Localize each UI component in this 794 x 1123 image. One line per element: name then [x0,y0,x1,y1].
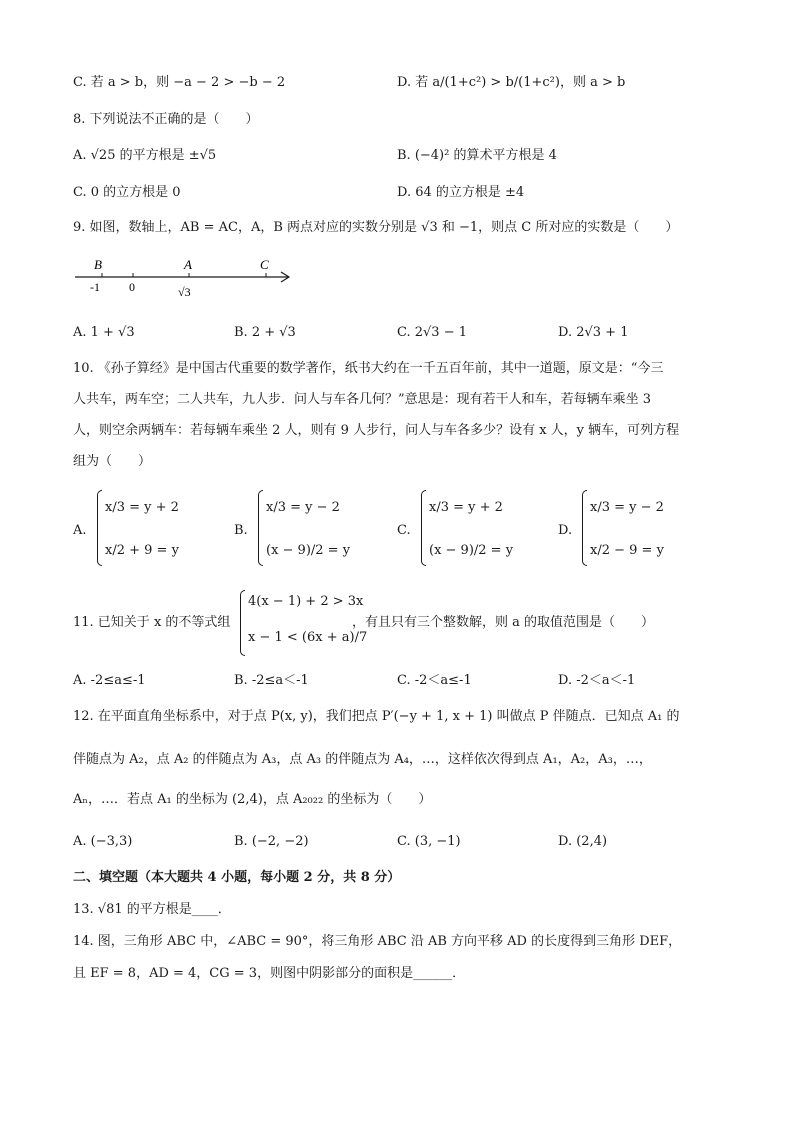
q9-stem: 9. 如图，数轴上，AB = AC，A，B 两点对应的实数分别是 √3 和 −1，则点 C 所对应的实数是（ ） [73,220,679,235]
q9-option-a: A. 1 + √3 [73,325,135,340]
q7-option-d [397,76,625,89]
q11-stem-pre: 11. 已知关于 x 的不等式组 [73,615,231,630]
section-2-heading: 二、填空题（本大题共 4 小题，每小题 2 分，共 8 分） [73,870,401,885]
tick-label-zero: 0 [129,280,135,294]
label-b: B [94,257,102,272]
q7-option-c-text: C. 若 a > b，则 −a − 2 > −b − 2 [73,75,286,90]
q10-option-a-label: A. [73,523,87,538]
q11-eq2: x − 1 < (6x + a)/7 [248,630,368,645]
q11-eq1: 4(x − 1) + 2 > 3x [248,594,364,609]
q8-option-d: D. 64 的立方根是 ±4 [397,185,525,200]
q12-line-2: 伴随点为 A₂，点 A₂ 的伴随点为 A₃，点 A₃ 的伴随点为 A₄，…，这样依次得到点 A₁，A₂，A₃，…， [73,752,652,767]
q12-line-3: Aₙ，…．若点 A₁ 的坐标为 (2,4)，点 A₂₀₂₂ 的坐标为（ ） [73,792,432,807]
q14-line-2: 且 EF = 8，AD = 4，CG = 3，则图中阴影部分的面积是______． [73,966,466,981]
q11-option-c: C. -2＜a≤-1 [397,673,472,688]
number-line-figure [70,255,300,300]
q13-stem: 13. √81 的平方根是____． [73,902,231,917]
q9-option-b: B. 2 + √3 [234,325,296,340]
q10-option-c-brace [421,490,426,566]
label-c: C [260,257,269,272]
q8-option-c: C. 0 的立方根是 0 [73,185,181,200]
q10-line-1: 10. 《孙子算经》是中国古代重要的数学著作，纸书大约在一千五百年前，其中一道题，原文是：“今三 [73,361,664,376]
q10-option-d-label: D. [558,523,573,538]
q8-option-b: B. (−4)² 的算术平方根是 4 [397,148,557,163]
q11-option-d: D. -2＜a＜-1 [558,673,636,688]
q10-line-2: 人共车，两车空；二人共车，九人步．问人与车各几何？”意思是：现有若干人和车，若每辆车乘坐 3 [73,392,652,407]
q10-option-c-eq2: (x − 9)/2 = y [429,543,514,558]
q9-option-c: C. 2√3 − 1 [397,325,468,340]
q10-option-b-label: B. [234,523,248,538]
q10-option-a-eq2: x/2 + 9 = y [105,543,179,558]
q11-stem-post: ，有且只有三个整数解，则 a 的取值范围是（ ） [352,615,655,630]
q10-line-3: 人，则空余两辆车：若每辆车乘坐 2 人，则有 9 人步行，问人与车各多少？设有 x 人，y 辆车，可列方程 [73,423,680,438]
q7-option-c [73,76,285,89]
tick-label-neg1: -1 [90,280,100,294]
q12-option-b: B. (−2, −2) [234,834,309,849]
q10-option-a-brace [97,490,102,566]
q8-stem: 8. 下列说法不正确的是（ ） [73,112,259,127]
q10-option-c-eq1: x/3 = y + 2 [429,500,503,515]
q11-option-a: A. -2≤a≤-1 [73,673,146,688]
q7-option-d-text: D. 若 a/(1+c²) > b/(1+c²)，则 a > b [397,75,626,90]
q10-option-d-brace [582,490,587,566]
q9-option-d: D. 2√3 + 1 [558,325,629,340]
q10-option-b-eq2: (x − 9)/2 = y [266,543,351,558]
q14-line-1: 14. 图，三角形 ABC 中，∠ABC = 90°，将三角形 ABC 沿 AB 方向平移 AD 的长度得到三角形 DEF， [73,934,682,949]
q10-option-d-eq2: x/2 − 9 = y [590,543,664,558]
q10-option-c-label: C. [397,523,411,538]
q12-option-a: A. (−3,3) [73,834,133,849]
q10-line-4: 组为（ ） [73,454,152,469]
label-a: A [184,257,192,272]
q12-option-c: C. (3, −1) [397,834,461,849]
q10-option-b-brace [258,490,263,566]
q8-option-a: A. √25 的平方根是 ±√5 [73,148,217,163]
q11-option-b: B. -2≤a＜-1 [234,673,309,688]
tick-label-sqrt3: √3 [178,285,191,299]
q12-line-1: 12. 在平面直角坐标系中，对于点 P(x, y)，我们把点 P′(−y + 1, x + 1) 叫做点 P 伴随点．已知点 A₁ 的 [73,709,680,724]
q10-option-b-eq1: x/3 = y − 2 [266,500,340,515]
q10-option-a-eq1: x/3 = y + 2 [105,500,179,515]
q11-brace [240,590,245,656]
q12-option-d: D. (2,4) [558,834,608,849]
q10-option-d-eq1: x/3 = y − 2 [590,500,664,515]
